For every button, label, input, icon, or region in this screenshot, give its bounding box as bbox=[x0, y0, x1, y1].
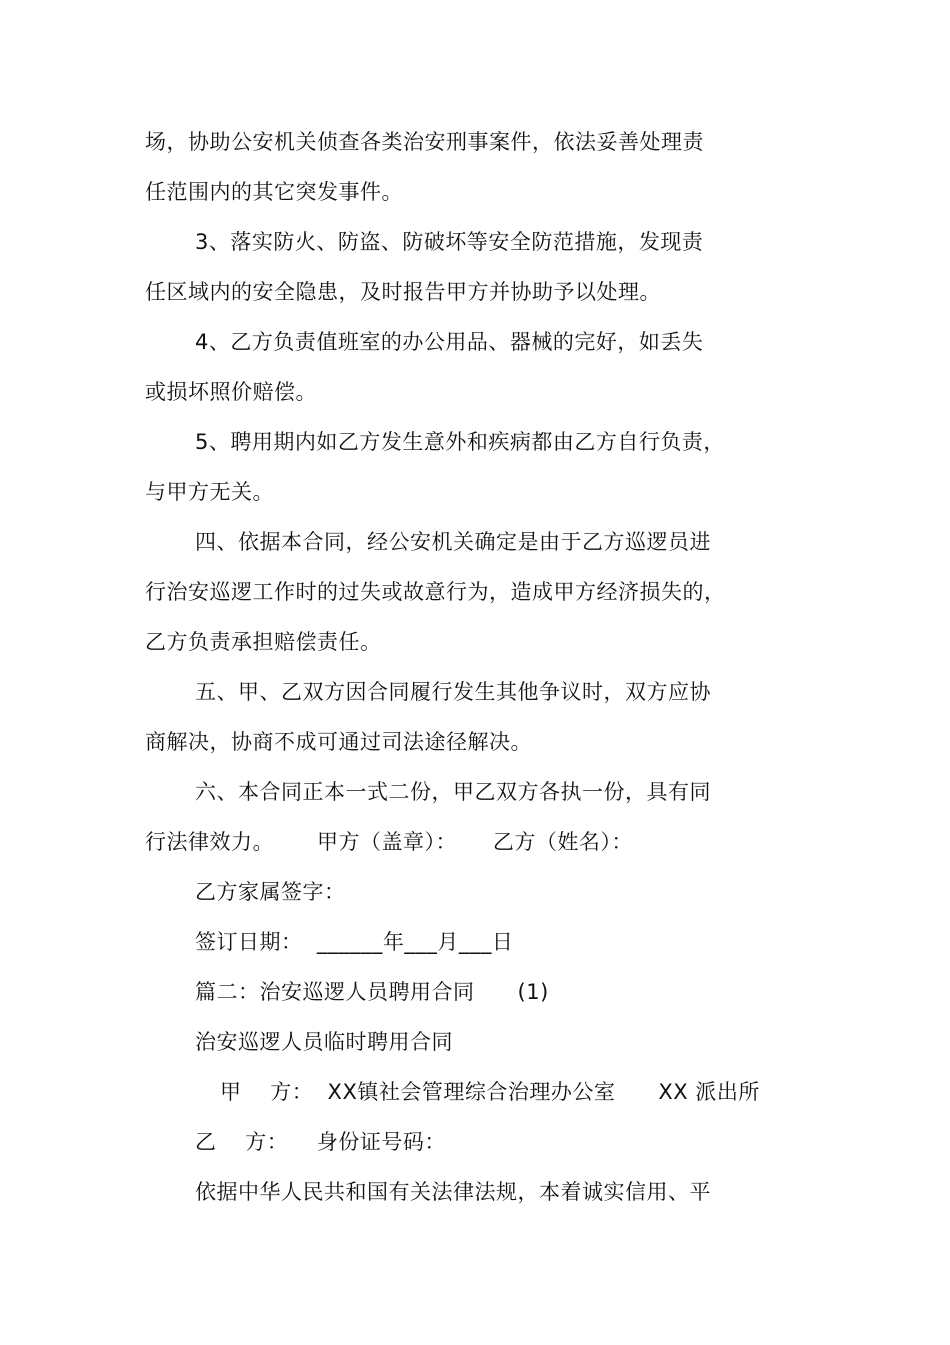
signing-date-line: 签订日期： ______年___月___日 bbox=[195, 930, 514, 954]
paragraph-line: 场，协助公安机关侦查各类治安刑事案件，依法妥善处理责 bbox=[145, 130, 704, 154]
party-b-line: 乙 方： 身份证号码： bbox=[195, 1130, 446, 1154]
paragraph-line: 4、乙方负责值班室的办公用品、器械的完好，如丢失 bbox=[195, 330, 704, 354]
contract-title: 治安巡逻人员临时聘用合同 bbox=[195, 1030, 453, 1054]
paragraph-line: 任区域内的安全隐患，及时报告甲方并协助予以处理。 bbox=[145, 280, 661, 304]
paragraph-line: 行法律效力。 甲方（盖章）： 乙方（姓名）： bbox=[145, 830, 633, 854]
paragraph-line: 行治安巡逻工作时的过失或故意行为，造成甲方经济损失的， bbox=[145, 580, 726, 604]
paragraph-line: 六、本合同正本一式二份，甲乙双方各执一份，具有同 bbox=[195, 780, 711, 804]
paragraph-line: 四、依据本合同，经公安机关确定是由于乙方巡逻员进 bbox=[195, 530, 711, 554]
paragraph-line: 3、落实防火、防盗、防破坏等安全防范措施，发现责 bbox=[195, 230, 704, 254]
paragraph-line: 任范围内的其它突发事件。 bbox=[145, 180, 403, 204]
paragraph-line: 乙方负责承担赔偿责任。 bbox=[145, 630, 382, 654]
paragraph-line: 乙方家属签字： bbox=[195, 880, 346, 904]
paragraph-line: 与甲方无关。 bbox=[145, 480, 274, 504]
section-heading: 篇二：治安巡逻人员聘用合同 (1) bbox=[195, 980, 549, 1004]
paragraph-line: 依据中华人民共和国有关法律法规，本着诚实信用、平 bbox=[195, 1180, 711, 1204]
party-a-line: 甲 方： XX镇社会管理综合治理办公室 XX 派出所 bbox=[220, 1080, 760, 1104]
paragraph-line: 或损坏照价赔偿。 bbox=[145, 380, 317, 404]
paragraph-line: 五、甲、乙双方因合同履行发生其他争议时，双方应协 bbox=[195, 680, 711, 704]
paragraph-line: 商解决，协商不成可通过司法途径解决。 bbox=[145, 730, 532, 754]
paragraph-line: 5、聘用期内如乙方发生意外和疾病都由乙方自行负责， bbox=[195, 430, 725, 454]
